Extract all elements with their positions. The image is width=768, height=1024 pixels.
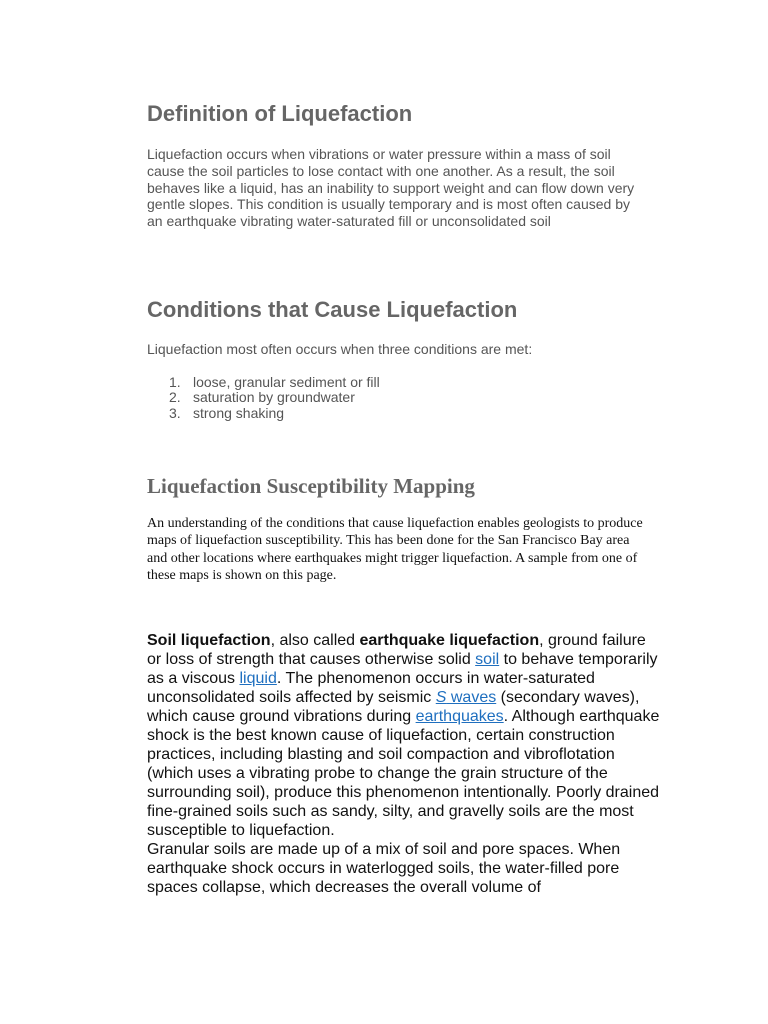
list-text: loose, granular sediment or fill xyxy=(193,374,380,390)
link-soil[interactable]: soil xyxy=(475,651,500,668)
link-earthquakes[interactable]: earthquakes xyxy=(415,708,504,725)
article-text: , ground failure or loss of strength that causes otherwise solid xyxy=(147,632,646,668)
link-s-waves[interactable] xyxy=(436,689,496,706)
article-paragraph xyxy=(147,631,662,897)
paragraph-definition: Liquefaction occurs when vibrations or water pressure within a mass of soil cause the soil particles to lose contact with one another. As a result, the soil behaves like a liquid, has an inability to support weight and can flow down very gentle slopes. This condition is usually temporary and is most often caused by an earthquake vibrating water-saturated fill or unconsolidated soil xyxy=(147,146,635,230)
link-waves-text[interactable]: waves xyxy=(446,689,497,706)
list-text: strong shaking xyxy=(193,404,285,421)
link-s-letter[interactable]: S xyxy=(435,689,447,706)
article-text: , also called xyxy=(270,632,360,649)
article-text: . The phenomenon occurs in water-saturated unconsolidated soils affected by seismic xyxy=(147,670,595,706)
article-text: to behave temporarily as a viscous xyxy=(147,651,658,687)
article-text: . Although earthquake shock is the best known cause of liquefaction, certain construction practices, including blasting and soil compaction and vibroflotation (which uses a vibrating probe to change the grain structure of the surrounding soil), produce this phenomenon intentionally. Poorly drained fine-grained soils such as sandy, silty, and gravelly soils are the most susceptible to liquefaction. xyxy=(147,708,660,839)
list-text: saturation by groundwater xyxy=(193,389,355,406)
link-liquid[interactable]: liquid xyxy=(239,670,277,687)
term-soil-liquefaction: Soil liquefaction xyxy=(147,632,271,649)
article-paragraph-2: Granular soils are made up of a mix of soil and pore spaces. When earthquake shock occurs in waterlogged soils, the water-filled pore spaces collapse, which decreases the overall volume of xyxy=(147,841,621,896)
list-number: 3. xyxy=(169,404,181,421)
heading-definition: Definition of Liquefaction xyxy=(147,101,413,126)
heading-mapping: Liquefaction Susceptibility Mapping xyxy=(147,474,475,498)
term-earthquake-liquefaction: earthquake liquefaction xyxy=(359,632,540,649)
list-number: 1. xyxy=(169,374,181,390)
list-number: 2. xyxy=(169,389,181,406)
conditions-list xyxy=(147,375,380,421)
heading-conditions: Conditions that Cause Liquefaction xyxy=(147,297,518,322)
paragraph-conditions-intro: Liquefaction most often occurs when three conditions are met: xyxy=(147,341,533,357)
article-text: (secondary waves), which cause ground vibrations during xyxy=(147,689,640,725)
list-item xyxy=(147,406,380,421)
list-item xyxy=(147,390,380,405)
paragraph-mapping: An understanding of the conditions that cause liquefaction enables geologists to produce maps of liquefaction susceptibility. This has been done for the San Francisco Bay area and other locations where earthquakes might trigger liquefaction. A sample from one of these maps is shown on this page. xyxy=(147,516,643,583)
list-item xyxy=(147,375,380,390)
